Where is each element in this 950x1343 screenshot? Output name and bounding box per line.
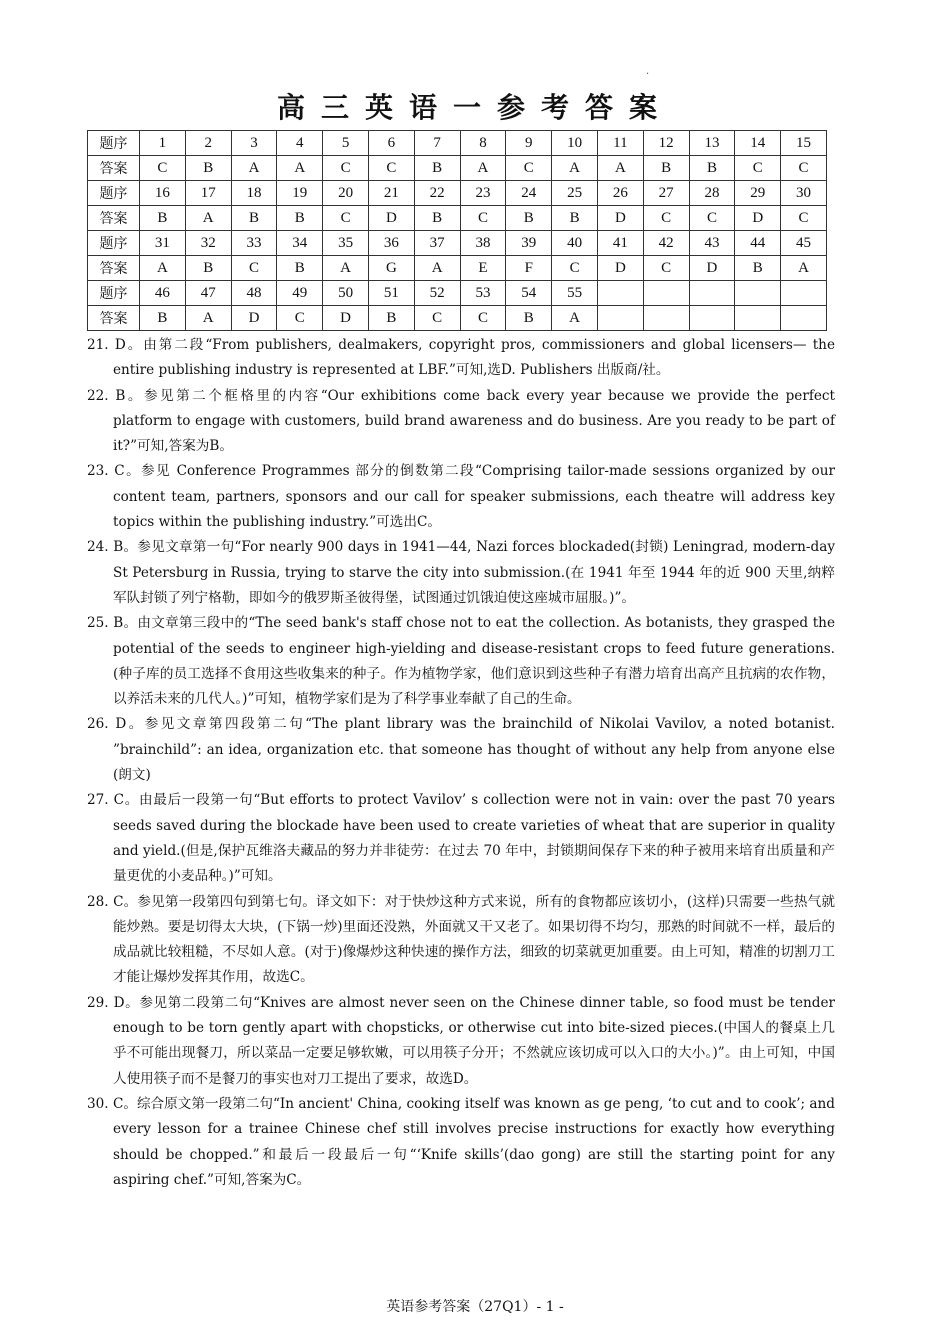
- table-cell: 17: [185, 181, 231, 206]
- explanation-item: 26. D。参见文章第四段第二句“The plant library was the brainchild of Nikolai Vavilov, a noted botanist. ”brainchild”: an idea, organization etc. that someone has thought of without any help from anyone else (朗文): [87, 716, 835, 784]
- table-cell: C: [735, 156, 781, 181]
- table-cell: [735, 281, 781, 306]
- table-cell: C: [277, 306, 323, 331]
- table-cell: B: [140, 206, 186, 231]
- answer-table: [87, 130, 827, 331]
- table-cell: A: [140, 256, 186, 281]
- table-cell: 27: [643, 181, 689, 206]
- table-cell: E: [460, 256, 506, 281]
- table-cell: 20: [323, 181, 369, 206]
- table-cell: 25: [552, 181, 598, 206]
- table-cell: [689, 281, 735, 306]
- table-cell: 12: [643, 131, 689, 156]
- table-cell: A: [185, 306, 231, 331]
- table-cell: 5: [323, 131, 369, 156]
- table-cell: A: [414, 256, 460, 281]
- table-cell: D: [231, 306, 277, 331]
- table-cell: 30: [781, 181, 827, 206]
- table-row: [88, 281, 827, 306]
- row-header: 题序: [88, 181, 140, 206]
- table-cell: A: [323, 256, 369, 281]
- table-cell: [643, 281, 689, 306]
- table-cell: [781, 306, 827, 331]
- table-cell: B: [506, 206, 552, 231]
- explanation-item: 22. B。参见第二个框格里的内容“Our exhibitions come back every year because we provide the perfect platform to engage with customers, build brand awareness and do business. Are you ready to be part of it?”可知,答案为B。: [87, 387, 835, 455]
- table-row: [88, 206, 827, 231]
- table-cell: C: [781, 156, 827, 181]
- table-cell: B: [506, 306, 552, 331]
- table-row: [88, 181, 827, 206]
- table-cell: [597, 281, 643, 306]
- table-cell: A: [277, 156, 323, 181]
- table-cell: 55: [552, 281, 598, 306]
- row-header: 题序: [88, 281, 140, 306]
- table-cell: D: [597, 256, 643, 281]
- table-cell: A: [231, 156, 277, 181]
- table-cell: C: [368, 156, 414, 181]
- table-cell: 29: [735, 181, 781, 206]
- table-cell: D: [735, 206, 781, 231]
- table-cell: B: [414, 156, 460, 181]
- row-header: 题序: [88, 231, 140, 256]
- table-cell: 19: [277, 181, 323, 206]
- table-cell: G: [368, 256, 414, 281]
- explanation-item: 24. B。参见文章第一句“For nearly 900 days in 1941—44, Nazi forces blockaded(封锁) Leningrad, modern-day St Petersburg in Russia, trying to starve the city into submission.(在 1941 年至 1944 年的近 900 天里,纳粹军队封锁了列宁格勒，即如今的俄罗斯圣彼得堡，试图通过饥饿迫使这座城市屈服。)”。: [87, 539, 835, 606]
- table-row: [88, 306, 827, 331]
- table-row: [88, 256, 827, 281]
- table-cell: 18: [231, 181, 277, 206]
- table-cell: 33: [231, 231, 277, 256]
- table-cell: C: [460, 306, 506, 331]
- table-cell: 21: [368, 181, 414, 206]
- row-header: 答案: [88, 156, 140, 181]
- table-cell: 8: [460, 131, 506, 156]
- table-cell: 42: [643, 231, 689, 256]
- table-cell: 38: [460, 231, 506, 256]
- explanation-item: 25. B。由文章第三段中的“The seed bank's staff chose not to eat the collection. As botanists, they grasped the potential of the seeds to engineer high-yielding and disease-resistant crops to feed future generations.(种子库的员工选择不食用这些收集来的种子。作为植物学家，他们意识到这些种子有潜力培育出高产且抗病的农作物，以养活未来的几代人。)”可知，植物学家们是为了科学事业奉献了自己的生命。: [87, 615, 835, 708]
- explanations: [87, 333, 835, 1193]
- table-cell: A: [552, 306, 598, 331]
- table-cell: 23: [460, 181, 506, 206]
- table-cell: B: [277, 256, 323, 281]
- table-cell: 48: [231, 281, 277, 306]
- table-cell: 24: [506, 181, 552, 206]
- table-cell: B: [552, 206, 598, 231]
- table-cell: 14: [735, 131, 781, 156]
- table-cell: 39: [506, 231, 552, 256]
- explanation-item: 23. C。参见 Conference Programmes 部分的倒数第二段“Comprising tailor-made sessions organized by our content team, partners, sponsors and our call for speaker submissions, each theatre will address key topics within the publishing industry.”可选出C。: [87, 463, 835, 531]
- table-cell: [597, 306, 643, 331]
- row-header: 题序: [88, 131, 140, 156]
- page-footer: 英语参考答案（27Q1）- 1 -: [386, 1299, 564, 1315]
- table-cell: C: [781, 206, 827, 231]
- table-cell: 50: [323, 281, 369, 306]
- table-cell: 36: [368, 231, 414, 256]
- table-cell: 52: [414, 281, 460, 306]
- table-row: [88, 156, 827, 181]
- explanation-item: 29. D。参见第二段第二句“Knives are almost never seen on the Chinese dinner table, so food must be tender enough to be torn gently apart with chopsticks, or otherwise cut into bite-sized pieces.(中国人的餐桌上几乎不可能出现餐刀，所以菜品一定要足够软嫩，可以用筷子分开；不然就应该切成可以入口的大小。)”。由上可知，中国人使用筷子而不是餐刀的事实也对刀工提出了要求，故选D。: [87, 994, 835, 1087]
- table-cell: 35: [323, 231, 369, 256]
- table-cell: C: [689, 206, 735, 231]
- table-cell: 44: [735, 231, 781, 256]
- table-cell: A: [597, 156, 643, 181]
- explanation-item: 21. D。由第二段“From publishers, dealmakers, copyright pros, commissioners and global licensers— the entire publishing industry is represented at LBF.”可知,选D. Publishers 出版商/社。: [87, 337, 835, 379]
- table-cell: B: [689, 156, 735, 181]
- table-cell: B: [368, 306, 414, 331]
- table-cell: [735, 306, 781, 331]
- table-cell: 16: [140, 181, 186, 206]
- table-cell: A: [460, 156, 506, 181]
- table-cell: 11: [597, 131, 643, 156]
- page-title: 高三英语一参考答案: [276, 91, 673, 124]
- table-cell: C: [506, 156, 552, 181]
- table-cell: C: [643, 206, 689, 231]
- table-cell: 45: [781, 231, 827, 256]
- table-cell: B: [185, 256, 231, 281]
- table-cell: 43: [689, 231, 735, 256]
- table-cell: C: [414, 306, 460, 331]
- table-cell: 41: [597, 231, 643, 256]
- table-cell: 9: [506, 131, 552, 156]
- table-cell: 46: [140, 281, 186, 306]
- table-row: [88, 131, 827, 156]
- table-cell: 49: [277, 281, 323, 306]
- table-cell: 53: [460, 281, 506, 306]
- table-cell: D: [597, 206, 643, 231]
- explanation-item: 27. C。由最后一段第一句“But efforts to protect Vavilov’ s collection were not in vain: over the past 70 years seeds saved during the blockade have been used to create varieties of wheat that are superior in quality and yield.(但是,保护瓦维洛夫藏品的努力并非徒劳：在过去 70 年中，封锁期间保存下来的种子被用来培育出质量和产量更优的小麦品种。)”可知。: [87, 792, 835, 885]
- table-cell: B: [735, 256, 781, 281]
- table-cell: D: [689, 256, 735, 281]
- table-cell: A: [185, 206, 231, 231]
- table-cell: C: [323, 156, 369, 181]
- table-cell: 34: [277, 231, 323, 256]
- table-cell: B: [185, 156, 231, 181]
- stray-mark: .: [646, 66, 650, 77]
- table-cell: C: [140, 156, 186, 181]
- table-cell: [689, 306, 735, 331]
- table-row: [88, 231, 827, 256]
- table-cell: C: [231, 256, 277, 281]
- table-cell: C: [323, 206, 369, 231]
- table-cell: 37: [414, 231, 460, 256]
- explanation-item: 28. C。参见第一段第四句到第七句。译文如下：对于快炒这种方式来说，所有的食物都应该切小，(这样)只需要一些热气就能炒熟。要是切得太大块，(下锅一炒)里面还没熟，外面就又干又老了。如果切得不均匀，那熟的时间就不一样，最后的成品就比较粗糙，不尽如人意。(对于)像爆炒这种快速的操作方法，细致的切菜就更加重要。由上可知，精准的切割刀工才能让爆炒发挥其作用，故选C。: [87, 893, 835, 986]
- table-cell: B: [643, 156, 689, 181]
- table-cell: F: [506, 256, 552, 281]
- table-cell: 2: [185, 131, 231, 156]
- table-cell: 1: [140, 131, 186, 156]
- table-cell: [643, 306, 689, 331]
- table-cell: 47: [185, 281, 231, 306]
- table-cell: A: [552, 156, 598, 181]
- table-cell: 4: [277, 131, 323, 156]
- table-cell: A: [781, 256, 827, 281]
- explanation-item: 30. C。综合原文第一段第二句“In ancient' China, cooking itself was known as ge peng, ‘to cut and to cook’; and every lesson for a trainee Chinese chef still involves precise instructions for exactly how everything should be chopped.”和最后一段最后一句“‘Knife skills’(dao gong) are still the starting point for any aspiring chef.”可知,答案为C。: [87, 1095, 835, 1188]
- table-cell: B: [140, 306, 186, 331]
- table-cell: 7: [414, 131, 460, 156]
- table-cell: D: [368, 206, 414, 231]
- table-cell: C: [643, 256, 689, 281]
- table-cell: 40: [552, 231, 598, 256]
- table-cell: C: [460, 206, 506, 231]
- table-cell: 26: [597, 181, 643, 206]
- table-cell: C: [552, 256, 598, 281]
- table-cell: B: [231, 206, 277, 231]
- table-cell: B: [277, 206, 323, 231]
- table-cell: 13: [689, 131, 735, 156]
- table-cell: 6: [368, 131, 414, 156]
- table-cell: 10: [552, 131, 598, 156]
- table-cell: 31: [140, 231, 186, 256]
- table-cell: 22: [414, 181, 460, 206]
- table-cell: 3: [231, 131, 277, 156]
- row-header: 答案: [88, 306, 140, 331]
- table-cell: 32: [185, 231, 231, 256]
- table-cell: D: [323, 306, 369, 331]
- table-cell: 28: [689, 181, 735, 206]
- table-cell: B: [414, 206, 460, 231]
- row-header: 答案: [88, 256, 140, 281]
- table-cell: 51: [368, 281, 414, 306]
- table-cell: 15: [781, 131, 827, 156]
- table-cell: 54: [506, 281, 552, 306]
- table-cell: [781, 281, 827, 306]
- row-header: 答案: [88, 206, 140, 231]
